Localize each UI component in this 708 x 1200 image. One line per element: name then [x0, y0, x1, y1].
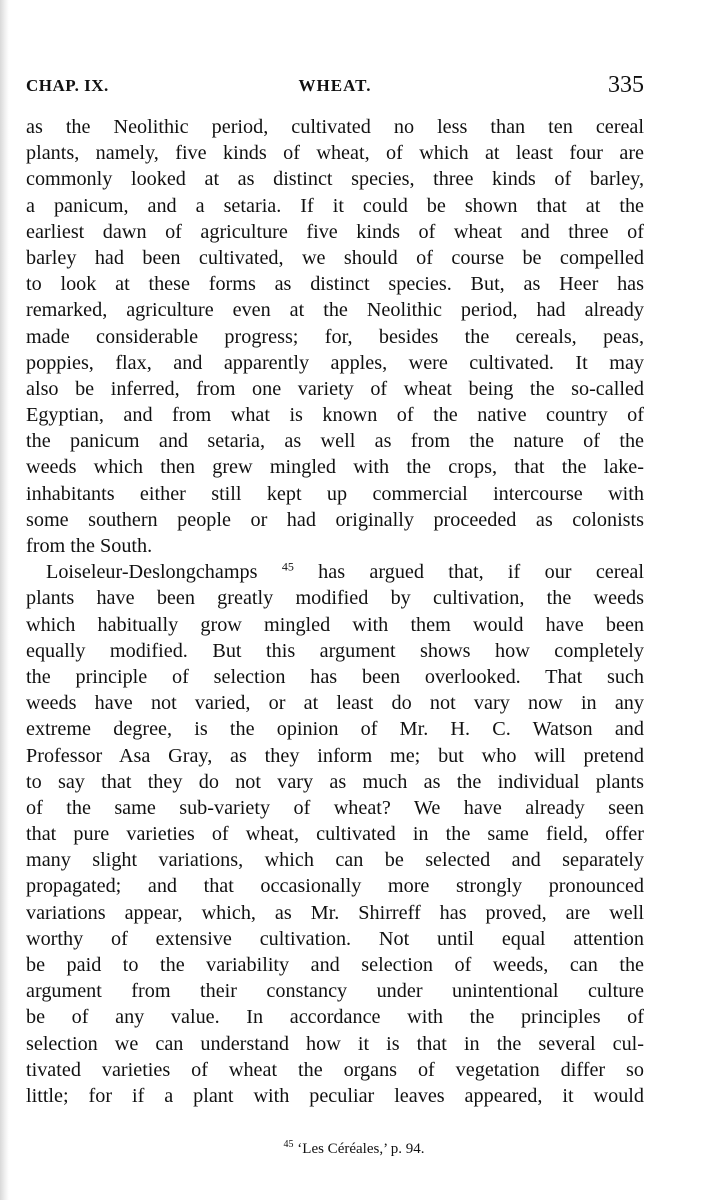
text-line: argument from their constancy under unintentional culture: [26, 980, 644, 1003]
text-line: plants have been greatly modified by cultivation, the weeds: [26, 587, 644, 610]
running-header: [26, 72, 644, 104]
page-number: 335: [608, 72, 644, 98]
text-line: that pure varieties of wheat, cultivated in the same field, offer: [26, 823, 644, 846]
footnote-text: ‘Les Céréales,’ p. 94.: [297, 1141, 425, 1157]
text-line: which habitually grow mingled with them would have been: [26, 613, 644, 636]
text-line: also be inferred, from one variety of wheat being the so-called: [26, 377, 644, 400]
text-line: commonly looked at as distinct species, three kinds of barley,: [26, 168, 644, 191]
text-line: be paid to the variability and selection of weeds, can the: [26, 954, 644, 976]
text-line: equally modified. But this argument shows how completely: [26, 639, 644, 662]
text-line: tivated varieties of wheat the organs of vegetation differ so: [26, 1058, 644, 1081]
text-line: inhabitants either still kept up commercial intercourse with: [26, 482, 644, 505]
text-line: to look at these forms as distinct species. But, as Heer has: [26, 273, 644, 296]
text-line: as the Neolithic period, cultivated no less than ten cereal: [26, 116, 644, 138]
footnote: [0, 1141, 708, 1158]
text-line: of the same sub-variety of wheat? We have already seen: [26, 796, 644, 819]
text-line: worthy of extensive cultivation. Not until equal attention: [26, 927, 644, 950]
text-line: selection we can understand how it is that in the several cul-: [26, 1032, 644, 1055]
text-line: to say that they do not vary as much as the individual plants: [26, 770, 644, 793]
text-line: many slight variations, which can be selected and separately: [26, 849, 644, 872]
footnote-reference[interactable]: 45: [281, 559, 294, 574]
body-text: [26, 114, 644, 1109]
text-line: some southern people or had originally proceeded as colonists: [26, 508, 644, 531]
text-line: weeds have not varied, or at least do not vary now in any: [26, 692, 644, 715]
text-line: variations appear, which, as Mr. Shirreff has proved, are well: [26, 901, 644, 924]
text-line: extreme degree, is the opinion of Mr. H. C. Watson and: [26, 718, 644, 741]
text-line: weeds which then grew mingled with the crops, that the lake-: [26, 456, 644, 479]
text-line: made considerable progress; for, besides the cereals, peas,: [26, 325, 644, 348]
text-line: propagated; and that occasionally more strongly pronounced: [26, 875, 644, 898]
page-edge-shadow: [0, 0, 9, 1200]
text-line: the principle of selection has been overlooked. That such: [26, 665, 644, 688]
text-line: plants, namely, five kinds of wheat, of which at least four are: [26, 142, 644, 165]
text-line: be of any value. In accordance with the principles of: [26, 1006, 644, 1029]
text-line: the panicum and setaria, as well as from the nature of the: [26, 430, 644, 453]
text-line: Professor Asa Gray, as they inform me; but who will pretend: [26, 744, 644, 767]
footnote-number: 45: [283, 1139, 294, 1150]
text-line: poppies, flax, and apparently apples, were cultivated. It may: [26, 351, 644, 374]
text-line: from the South.: [26, 535, 153, 557]
text-line: little; for if a plant with peculiar leaves appeared, it would: [26, 1084, 644, 1107]
running-title: WHEAT.: [298, 76, 372, 95]
author-name: Loiseleur-Deslongchamps: [46, 561, 258, 584]
text-line: earliest dawn of agriculture five kinds of wheat and three of: [26, 220, 644, 243]
text-line-continuation: has argued that, if our cereal: [318, 561, 644, 584]
text-line: Egyptian, and from what is known of the native country of: [26, 404, 644, 427]
text-line: barley had been cultivated, we should of course be compelled: [26, 246, 644, 269]
text-line: [26, 559, 644, 585]
text-line: a panicum, and a setaria. If it could be shown that at the: [26, 194, 644, 217]
text-line: remarked, agriculture even at the Neolithic period, had already: [26, 299, 644, 322]
chapter-label: CHAP. IX.: [26, 76, 109, 95]
